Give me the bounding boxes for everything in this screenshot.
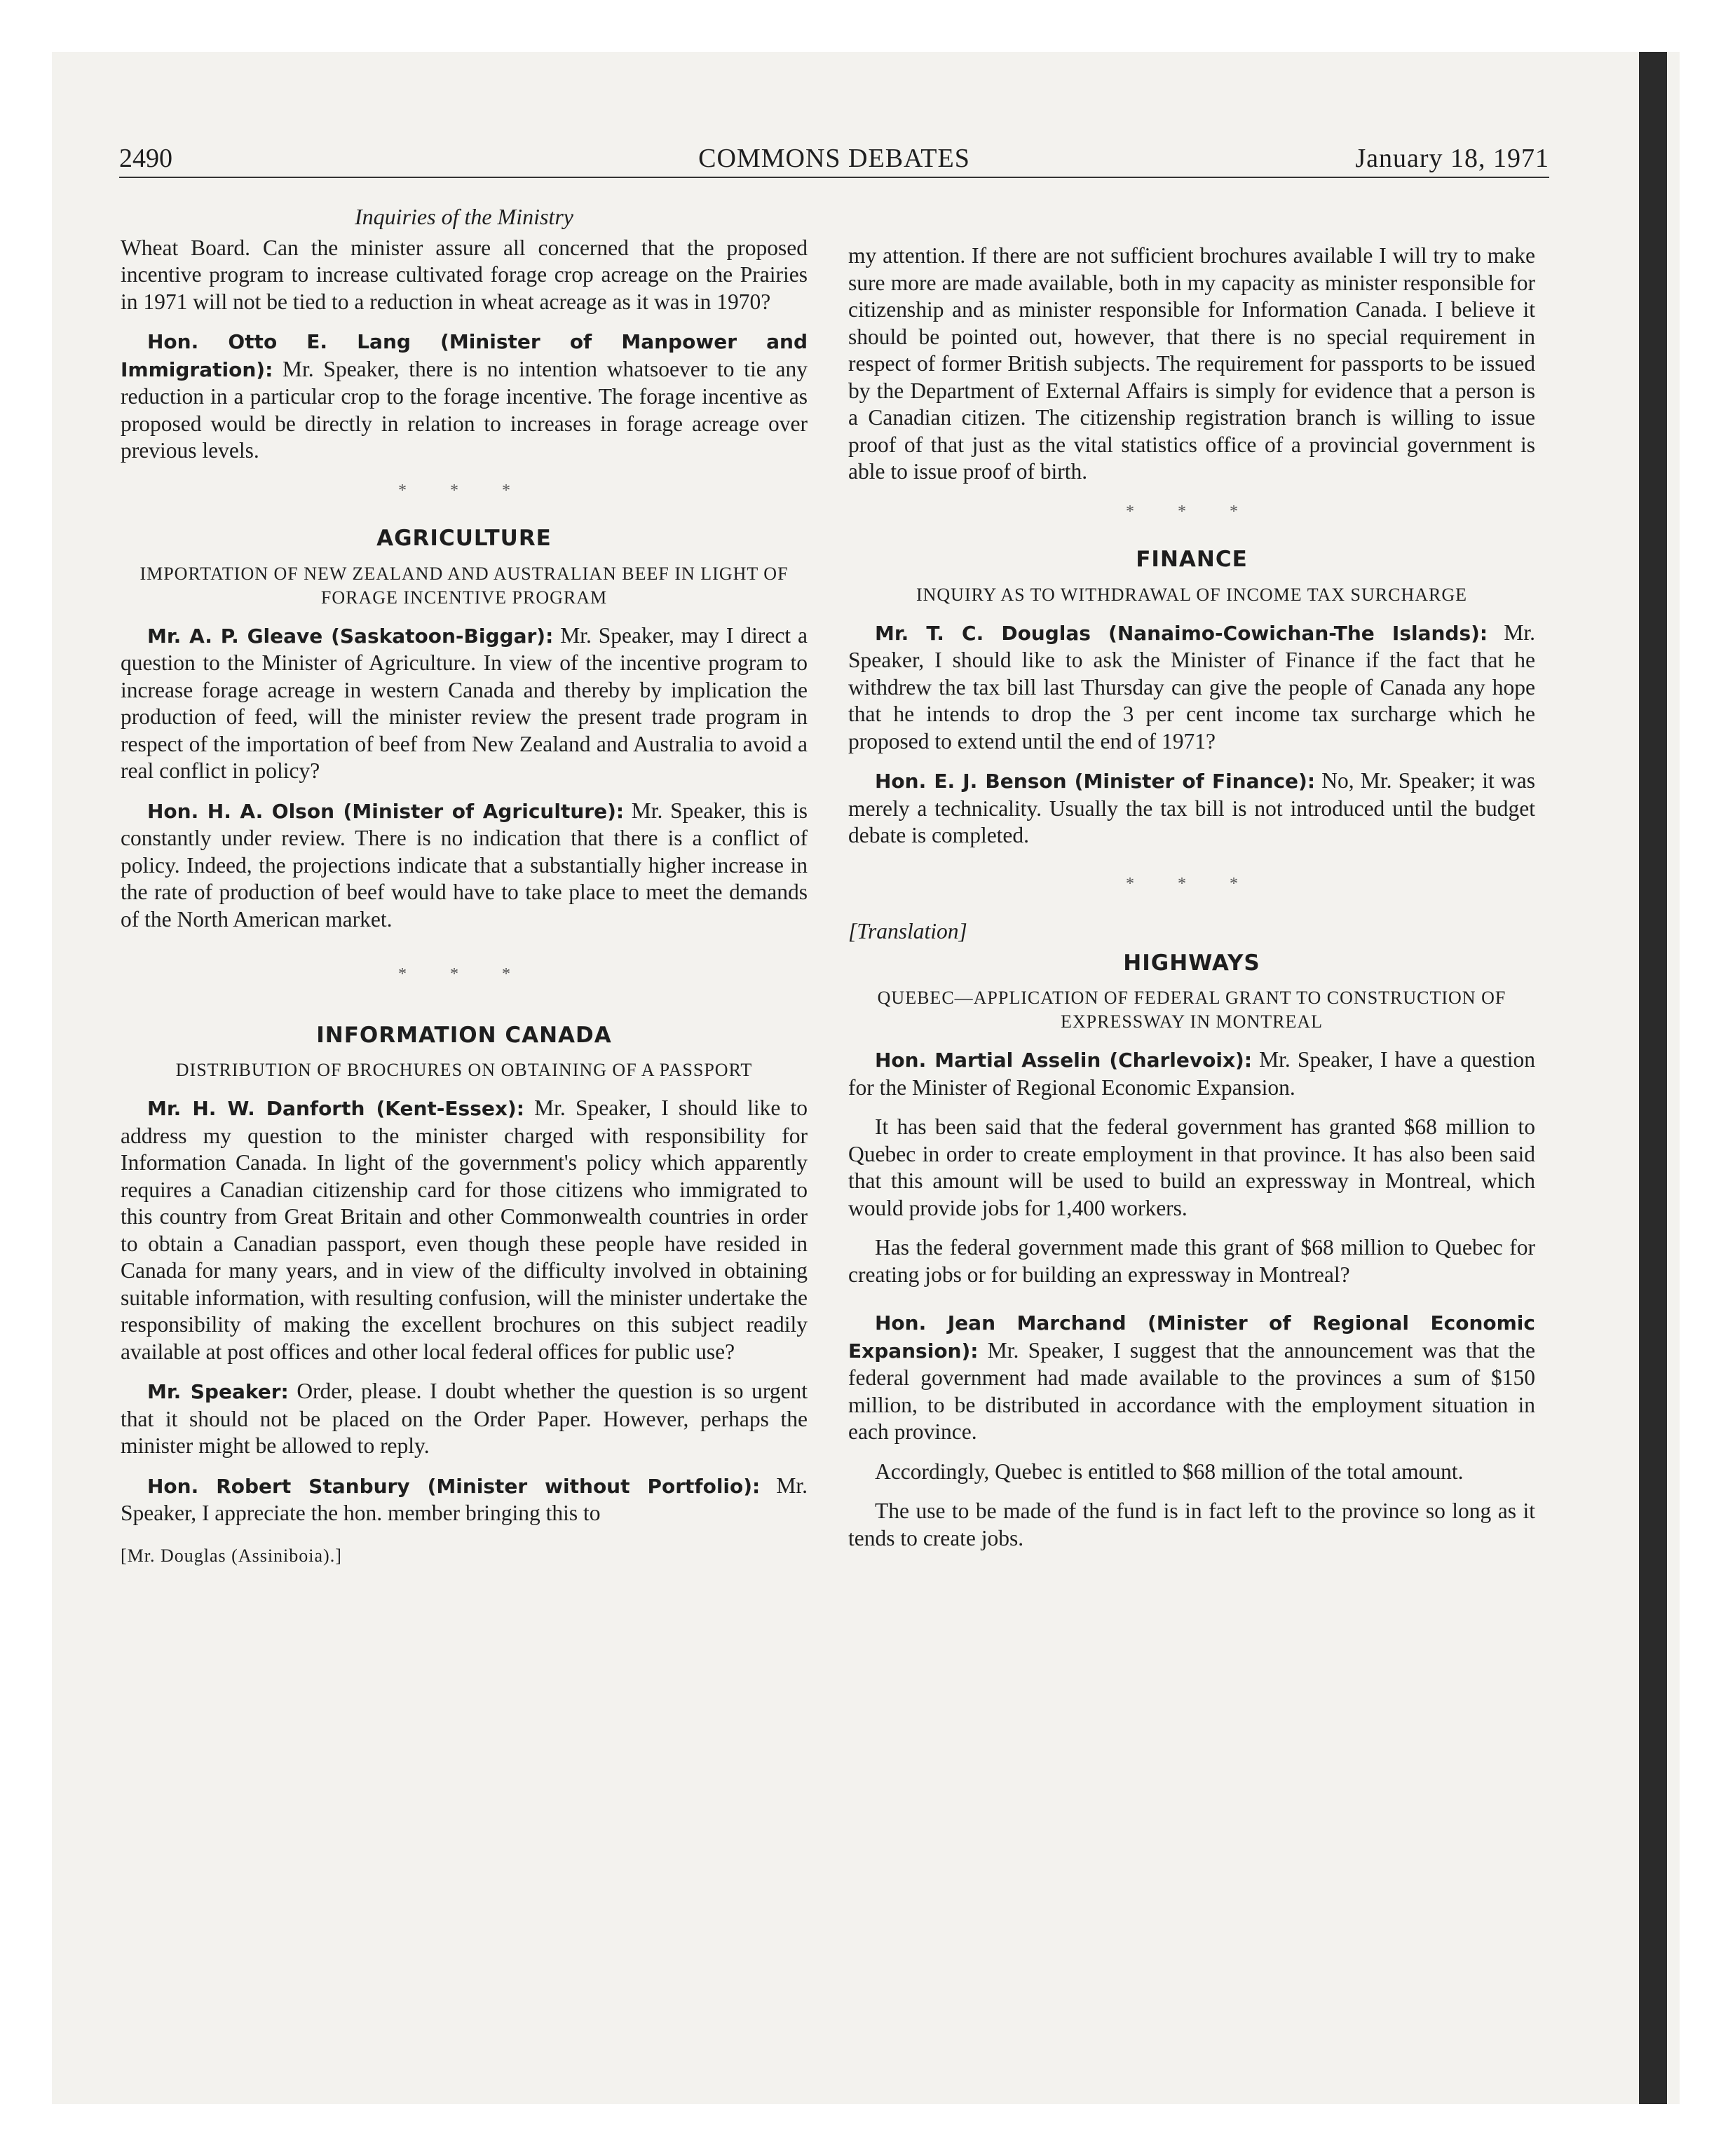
speech-text: Mr. Speaker, may I direct a question to the Minister of Agriculture. In view of the incentive program to increase forage acreage in western Canada and thereby by implication the production of feed, will the minister review the present trade program in respect of the importation of beef from New Zealand and Australia to avoid a real conflict in policy?	[121, 622, 808, 783]
speech-text: Mr. Speaker, I should like to ask the Minister of Finance if the fact that he withdrew the tax bill last Thursday can give the people of Canada any hope that he intends to drop the 3 per cent income tax surcharge which he proposed to extend until the end of 1971?	[848, 620, 1536, 753]
section-divider: * * *	[1126, 874, 1258, 893]
speaker-name: Hon. Martial Asselin (Charlevoix):	[875, 1049, 1253, 1072]
speech-text: Mr. Speaker, there is no intention whatsoever to tie any reduction in a particular crop to the forage incentive. The forage incentive as proposed would be directly in relation to increases in forage acreage over previous levels.	[121, 356, 808, 463]
speaker-name: Hon. Otto E. Lang (Minister of Manpower and Immigration):	[121, 330, 808, 381]
speech	[848, 620, 1535, 756]
subsection-heading: DISTRIBUTION OF BROCHURES ON OBTAINING OF A PASSPORT	[175, 1060, 753, 1080]
paragraph: Accordingly, Quebec is entitled to $68 million of the total amount.	[875, 1459, 1464, 1484]
right-column	[848, 243, 1535, 1564]
page-footer-note: [Mr. Douglas (Assiniboia).]	[121, 1545, 342, 1566]
speaker-name: Hon. Robert Stanbury (Minister without Portfolio):	[147, 1474, 761, 1498]
speaker-name: Hon. E. J. Benson (Minister of Finance):	[875, 770, 1316, 793]
speaker-name: Hon. H. A. Olson (Minister of Agriculture):	[147, 799, 625, 823]
speech	[121, 1378, 808, 1460]
speech-text: Mr. Speaker, I appreciate the hon. member bringing this to	[121, 1473, 808, 1525]
speech-text: Mr. Speaker, I have a question for the Minister of Regional Economic Expansion.	[848, 1047, 1536, 1100]
speech	[121, 328, 808, 465]
speaker-name: Mr. Speaker:	[147, 1380, 289, 1403]
section-divider: * * *	[398, 965, 530, 983]
section-heading: AGRICULTURE	[376, 526, 552, 551]
speech	[848, 1309, 1535, 1446]
page-header	[119, 137, 1549, 178]
section-divider: * * *	[1126, 502, 1258, 521]
speaker-name: Mr. A. P. Gleave (Saskatoon-Biggar):	[147, 624, 554, 648]
section-heading: INFORMATION CANADA	[316, 1022, 612, 1048]
subsection-heading: QUEBEC—APPLICATION OF FEDERAL GRANT TO CONSTRUCTION OF EXPRESSWAY IN MONTREAL	[877, 988, 1506, 1032]
speech-text: Mr. Speaker, this is constantly under review. There is no indication that there is a conflict of policy. Indeed, the projections indicate that a substantially higher increase in the rate of production of beef would have to take place to meet the demands of the North American market.	[121, 798, 808, 932]
speech-text: Mr. Speaker, I suggest that the announcement was that the federal government had made available to the provinces a sum of $150 million, to be distributed in accordance with the employment situation in each province.	[848, 1337, 1536, 1444]
translation-note: [Translation]	[848, 919, 967, 943]
speech	[848, 767, 1535, 850]
speech	[121, 798, 808, 934]
publication-title: COMMONS DEBATES	[698, 144, 970, 173]
section-heading: FINANCE	[1136, 547, 1248, 572]
speech-text: Mr. Speaker, I should like to address my question to the minister charged with responsibility for Information Canada. In light of the government's policy which apparently requires a Canadian citizenship card for those citizens who immigrated to this country from Great Britain and other Commonwealth countries in order to obtain a Canadian passport, even though these people have resided in Canada for many years, and in view of the difficulty involved in obtaining suitable information, with resulting confusion, will the minister undertake the responsibility of making the excellent brochures on this subject readily available at post offices and other local federal offices for public use?	[121, 1096, 808, 1364]
speech	[848, 1046, 1535, 1101]
speech	[121, 622, 808, 785]
subsection-heading: INQUIRY AS TO WITHDRAWAL OF INCOME TAX SURCHARGE	[916, 584, 1468, 605]
paragraph: Wheat Board. Can the minister assure all concerned that the proposed incentive program to increase cultivated forage crop acreage on the Prairies in 1971 will not be tied to a reduction in wheat acreage as it was in 1970?	[121, 235, 808, 314]
paragraph: my attention. If there are not sufficient brochures available I will try to make sure more are made available, both in my capacity as minister responsible for citizenship and as minister responsible for Information Canada. I believe it should be pointed out, however, that there is no special requirement in respect of former British subjects. The requirement for passports to be issued by the Department of External Affairs is simply for evidence that a person is a Canadian citizen. The citizenship registration branch is willing to issue proof of that just as the vital statistics office of a provincial government is able to issue proof of birth.	[848, 243, 1535, 484]
speech-text: No, Mr. Speaker; it was merely a technicality. Usually the tax bill is not introduced until the budget debate is completed.	[848, 768, 1535, 847]
paragraph: It has been said that the federal government has granted $68 million to Quebec in order to create employment in that province. It has also been said that this amount will be used to build an expressway in Montreal, which would provide jobs for 1,400 workers.	[848, 1114, 1535, 1220]
section-heading: HIGHWAYS	[1123, 950, 1260, 976]
speech-text: Order, please. I doubt whether the question is so urgent that it should not be placed on the Order Paper. However, perhaps the minister might be allowed to reply.	[121, 1379, 808, 1458]
speaker-name: Mr. T. C. Douglas (Nanaimo-Cowichan-The Islands):	[875, 621, 1488, 645]
running-head: Inquiries of the Ministry	[355, 204, 573, 229]
binding-edge	[1639, 52, 1667, 2104]
left-column	[121, 203, 808, 1569]
speaker-name: Hon. Jean Marchand (Minister of Regional Economic Expansion):	[848, 1311, 1535, 1363]
speaker-name: Mr. H. W. Danforth (Kent-Essex):	[147, 1097, 524, 1120]
subsection-heading: IMPORTATION OF NEW ZEALAND AND AUSTRALIAN BEEF IN LIGHT OF FORAGE INCENTIVE PROGRAM	[140, 563, 789, 608]
speech	[121, 1473, 808, 1527]
publication-date: January 18, 1971	[1355, 144, 1549, 173]
page-number: 2490	[119, 144, 172, 173]
paragraph: The use to be made of the fund is in fact left to the province so long as it tends to create jobs.	[848, 1499, 1535, 1550]
paragraph: Has the federal government made this grant of $68 million to Quebec for creating jobs or for building an expressway in Montreal?	[848, 1235, 1535, 1287]
section-divider: * * *	[398, 481, 530, 500]
speech	[121, 1095, 808, 1365]
